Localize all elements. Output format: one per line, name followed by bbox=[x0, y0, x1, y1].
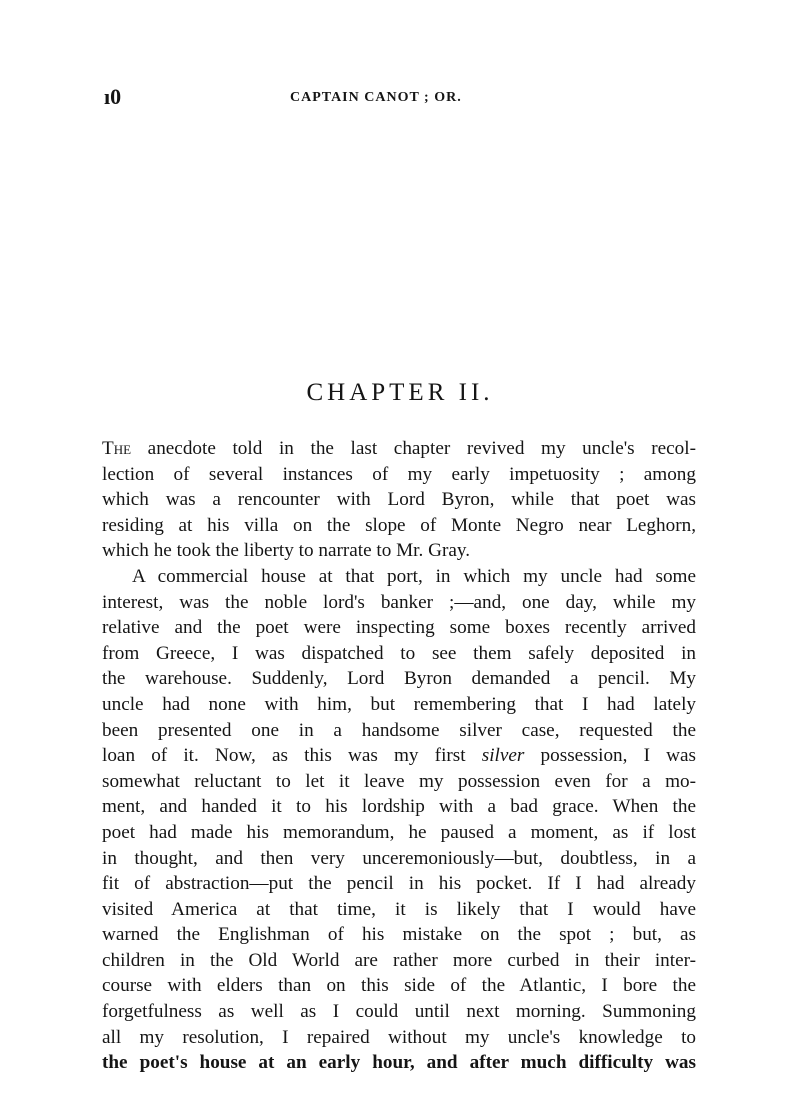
text-line: forgetfulness as well as I could until next morning. Summoning bbox=[102, 1001, 696, 1023]
text-line: course with elders than on this side of the Atlantic, I bore the bbox=[102, 975, 696, 997]
text-line: residing at his villa on the slope of Monte Negro near Leghorn, bbox=[102, 514, 696, 536]
text-span: anecdote told in the last chapter revived my uncle's recol- bbox=[131, 438, 696, 459]
text-line: poet had made his memorandum, he paused a moment, as if lost bbox=[102, 821, 696, 843]
text-line: children in the Old World are rather more curbed in their inter- bbox=[102, 949, 696, 971]
text-line: which he took the liberty to narrate to Mr. Gray. bbox=[102, 540, 471, 562]
text-line: A commercial house at that port, in which my uncle had some bbox=[132, 565, 696, 587]
text-line: been presented one in a handsome silver case, requested the bbox=[102, 719, 696, 741]
text-line: in thought, and then very unceremoniously—but, doubtless, in a bbox=[102, 847, 696, 869]
text-line bbox=[102, 436, 696, 462]
italic-word: silver bbox=[481, 745, 525, 767]
chapter-title: CHAPTER II. bbox=[306, 379, 494, 406]
text-line: relative and the poet were inspecting some boxes recently arrived bbox=[102, 617, 696, 639]
text-line: which was a rencounter with Lord Byron, while that poet was bbox=[102, 489, 696, 511]
text-line: somewhat reluctant to let it leave my possession even for a mo- bbox=[102, 770, 696, 792]
text-span: possession, I was bbox=[524, 745, 696, 767]
text-line: lection of several instances of my early impetuosity ; among bbox=[102, 463, 696, 485]
small-caps-word: The bbox=[102, 438, 132, 459]
text-line: visited America at that time, it is likely that I would have bbox=[102, 898, 696, 920]
page-number: ı0 bbox=[104, 84, 122, 109]
text-line bbox=[102, 743, 696, 769]
text-line: from Greece, I was dispatched to see them safely deposited in bbox=[102, 642, 696, 664]
running-head: CAPTAIN CANOT ; OR. bbox=[290, 90, 462, 105]
text-line: interest, was the noble lord's banker ;—and, one day, while my bbox=[102, 591, 696, 613]
text-line: ment, and handed it to his lordship with a bad grace. When the bbox=[102, 796, 696, 818]
text-line: fit of abstraction—put the pencil in his pocket. If I had already bbox=[102, 873, 696, 895]
text-line: uncle had none with him, but remembering that I had lately bbox=[102, 693, 696, 715]
body-text bbox=[102, 436, 696, 1076]
text-line: the poet's house at an early hour, and after much difficulty was bbox=[102, 1052, 696, 1074]
text-line: all my resolution, I repaired without my uncle's knowledge to bbox=[102, 1026, 696, 1048]
text-span: loan of it. Now, as this was my first bbox=[102, 745, 482, 767]
text-line: warned the Englishman of his mistake on the spot ; but, as bbox=[102, 924, 696, 946]
text-line: the warehouse. Suddenly, Lord Byron demanded a pencil. My bbox=[102, 668, 696, 690]
